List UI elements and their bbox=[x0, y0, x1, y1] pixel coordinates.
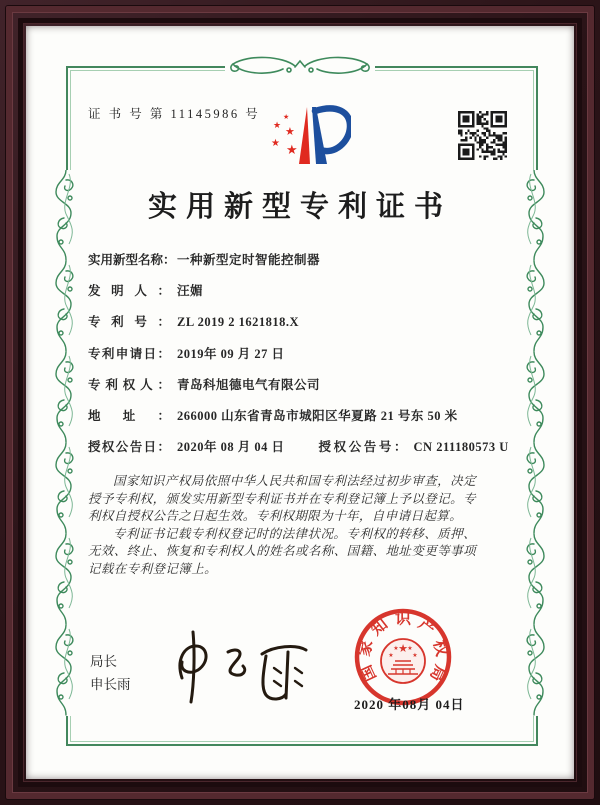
field-label: 授权公告日： bbox=[88, 440, 170, 455]
field-row bbox=[88, 410, 516, 423]
svg-text:★: ★ bbox=[283, 113, 290, 121]
svg-text:★: ★ bbox=[398, 642, 408, 655]
field-value: 266000 山东省青岛市城阳区华夏路 21 号东 50 米 bbox=[177, 408, 458, 423]
field-row bbox=[88, 254, 516, 267]
field-label: 专利号： bbox=[88, 315, 170, 330]
svg-text:国: 国 bbox=[357, 662, 380, 684]
svg-text:知: 知 bbox=[368, 615, 392, 639]
national-emblem-icon bbox=[381, 639, 425, 683]
cnipa-patent-logo-icon bbox=[263, 102, 351, 170]
svg-text:★: ★ bbox=[286, 143, 298, 158]
svg-text:局: 局 bbox=[426, 662, 449, 684]
director-signature-handwriting-icon bbox=[162, 626, 312, 706]
svg-text:★: ★ bbox=[393, 645, 399, 652]
field-row bbox=[88, 379, 516, 392]
svg-text:产: 产 bbox=[414, 615, 438, 639]
legal-text bbox=[88, 473, 476, 579]
field-value: 青岛科旭德电气有限公司 bbox=[177, 377, 321, 392]
field-label: 专利权人： bbox=[88, 377, 170, 392]
svg-text:★: ★ bbox=[412, 652, 418, 659]
certificate-title: 实用新型专利证书 bbox=[147, 191, 452, 223]
field-value: ZL 2019 2 1621818.X bbox=[177, 315, 300, 330]
svg-text:★: ★ bbox=[285, 125, 295, 138]
signoff-block bbox=[90, 650, 131, 696]
certificate-number: 证 书 号 第 11145986 号 bbox=[88, 107, 261, 121]
field-row bbox=[88, 285, 516, 298]
field-value: 2019年 09 月 27 日 bbox=[177, 346, 285, 361]
field-value: 2020年 08 月 04 日 bbox=[177, 440, 285, 455]
svg-text:★: ★ bbox=[407, 645, 413, 652]
svg-text:权: 权 bbox=[429, 638, 450, 659]
paragraph-1: 国家知识产权局依照中华人民共和国专利法经过初步审查，决定授予专利权，颁发实用新型专利证书并在专利登记簿上予以登记。专利权自授权公告之日起生效。专利权期限为十年，自申请日起算。 bbox=[88, 474, 476, 524]
svg-text:★: ★ bbox=[271, 138, 280, 149]
field-row-grant bbox=[88, 441, 516, 454]
svg-text:识: 识 bbox=[394, 610, 412, 628]
field-label: 专利申请日： bbox=[88, 346, 170, 361]
field-value: 一种新型定时智能控制器 bbox=[177, 253, 321, 267]
field-list bbox=[88, 254, 516, 472]
field-label: 发明人： bbox=[88, 284, 170, 299]
qr-code bbox=[458, 111, 507, 160]
svg-text:★: ★ bbox=[388, 652, 394, 659]
certificate-page bbox=[26, 26, 574, 779]
grant-number-label: 授权公告号： bbox=[318, 440, 407, 455]
director-name: 申长雨 bbox=[90, 677, 131, 692]
director-title: 局长 bbox=[90, 654, 117, 669]
left-flourish-ornament-icon bbox=[53, 170, 79, 716]
field-label: 地址： bbox=[88, 408, 170, 423]
field-label: 实用新型名称： bbox=[88, 253, 176, 267]
field-value: 汪媚 bbox=[177, 284, 204, 299]
svg-text:家: 家 bbox=[356, 638, 377, 659]
svg-text:★: ★ bbox=[273, 121, 282, 131]
top-flourish-ornament-icon bbox=[225, 54, 375, 80]
seal-date: 2020 年08月 04日 bbox=[354, 697, 465, 712]
grant-number-value: CN 211180573 U bbox=[413, 440, 509, 455]
field-row bbox=[88, 348, 516, 361]
field-row bbox=[88, 316, 516, 329]
right-flourish-ornament-icon bbox=[521, 170, 547, 716]
paragraph-2: 专利证书记载专利权登记时的法律状况。专利权的转移、质押、无效、终止、恢复和专利权人的姓名或名称、国籍、地址变更等事项记载在专利登记簿上。 bbox=[88, 526, 476, 576]
